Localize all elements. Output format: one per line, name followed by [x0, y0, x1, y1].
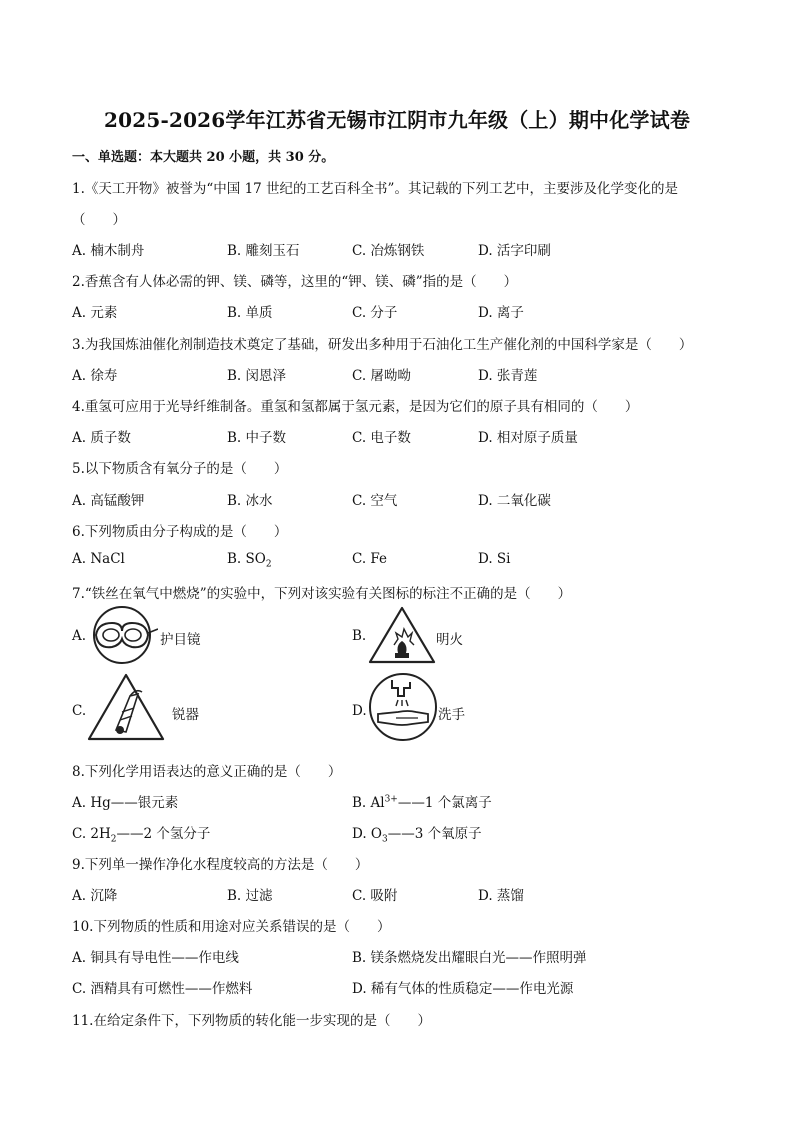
question-3-option-d: D. 张青莲: [478, 368, 538, 384]
question-6-option-b: [227, 551, 272, 570]
question-7-option-b-letter: B.: [352, 628, 367, 644]
question-7-option-b-label: 明火: [436, 632, 463, 648]
question-2-stem: 2.香蕉含有人体必需的钾、镁、磷等，这里的“钾、镁、磷”指的是（ ）: [72, 274, 518, 290]
question-7-option-c-letter: C.: [72, 703, 87, 719]
question-1-option-d: D. 活字印刷: [478, 243, 551, 259]
question-5-option-c: C. 空气: [352, 493, 398, 509]
question-10-option-a: A. 铜具有导电性——作电线: [72, 950, 239, 966]
question-8-stem: 8.下列化学用语表达的意义正确的是（ ）: [72, 764, 342, 780]
question-6-option-a: A. NaCl: [72, 551, 125, 567]
question-1-stem-bracket: （ ）: [72, 212, 126, 228]
question-7-option-d-letter: D.: [352, 703, 367, 719]
hand-washing-icon: [368, 672, 438, 742]
question-9-option-a: A. 沉降: [72, 888, 118, 904]
question-8-option-b-text: B. Al: [352, 795, 385, 811]
question-6-option-d: D. Si: [478, 551, 511, 567]
question-8-option-c: [72, 822, 210, 845]
question-4-option-b: B. 中子数: [227, 430, 287, 446]
question-3-option-c: C. 屠呦呦: [352, 368, 411, 384]
question-8-option-d-text: D. O: [352, 826, 382, 842]
question-1-option-b: B. 雕刻玉石: [227, 243, 300, 259]
question-7-stem: 7.“铁丝在氧气中燃烧”的实验中，下列对该实验有关图标的标注不正确的是（ ）: [72, 586, 572, 602]
question-9-option-d: D. 蒸馏: [478, 888, 524, 904]
question-5-stem: 5.以下物质含有氧分子的是（ ）: [72, 461, 288, 477]
question-7-option-a-letter: A.: [72, 628, 87, 644]
question-6-option-b-text: B. SO: [227, 551, 266, 567]
question-8-option-d: [352, 822, 482, 845]
question-4-option-d: D. 相对原子质量: [478, 430, 578, 446]
sharp-object-icon: [86, 672, 166, 742]
page-title: 2025-2026学年江苏省无锡市江阴市九年级（上）期中化学试卷: [103, 108, 691, 132]
question-2-option-d: D. 离子: [478, 305, 524, 321]
section-heading: 一、单选题：本大题共 20 小题，共 30 分。: [72, 150, 335, 165]
question-7-option-c-label: 锐器: [172, 707, 199, 723]
question-8-option-b: [352, 791, 492, 811]
question-11-stem: 11.在给定条件下，下列物质的转化能一步实现的是（ ）: [72, 1013, 431, 1029]
question-3-stem: 3.为我国炼油催化剂制造技术奠定了基础，研发出多种用于石油化工生产催化剂的中国科学家是（ ）: [72, 337, 693, 353]
question-7-option-d-label: 洗手: [438, 707, 465, 723]
question-3-option-a: A. 徐寿: [72, 368, 118, 384]
question-10-option-c: C. 酒精具有可燃性——作燃料: [72, 981, 253, 997]
question-9-stem: 9.下列单一操作净化水程度较高的方法是（ ）: [72, 857, 369, 873]
question-2-option-c: C. 分子: [352, 305, 398, 321]
question-5-option-a: A. 高锰酸钾: [72, 493, 145, 509]
question-4-stem: 4.重氢可应用于光导纤维制备。重氢和氢都属于氢元素，是因为它们的原子具有相同的（ ）: [72, 399, 639, 415]
question-4-option-c: C. 电子数: [352, 430, 411, 446]
question-8-option-b-superscript: 3+: [384, 794, 398, 805]
question-6-option-b-subscript: 2: [265, 559, 272, 570]
question-8-option-c-text: C. 2H: [72, 826, 111, 842]
question-8-option-d-subscript: 3: [382, 834, 388, 845]
question-4-option-a: A. 质子数: [72, 430, 131, 446]
question-1-option-a: A. 楠木制舟: [72, 243, 145, 259]
question-5-option-d: D. 二氧化碳: [478, 493, 551, 509]
question-8-option-b-meaning: ——1 个氯离子: [397, 795, 492, 811]
question-9-option-c: C. 吸附: [352, 888, 398, 904]
question-6-option-c: C. Fe: [352, 551, 388, 567]
question-10-option-d: D. 稀有气体的性质稳定——作电光源: [352, 981, 574, 997]
question-10-stem: 10.下列物质的性质和用途对应关系错误的是（ ）: [72, 919, 391, 935]
question-7-option-a-label: 护目镜: [160, 632, 201, 648]
question-6-stem: 6.下列物质由分子构成的是（ ）: [72, 524, 288, 540]
question-8-option-c-meaning: ——2 个氢分子: [116, 826, 211, 842]
question-8-option-a: A. Hg——银元素: [72, 795, 179, 811]
question-9-option-b: B. 过滤: [227, 888, 273, 904]
question-1-stem: 1.《天工开物》被誉为“中国 17 世纪的工艺百科全书”。其记载的下列工艺中，主要涉及化学变化的是: [72, 181, 678, 197]
question-1-option-c: C. 冶炼钢铁: [352, 243, 425, 259]
question-8-option-c-subscript: 2: [110, 834, 117, 845]
question-2-option-a: A. 元素: [72, 305, 118, 321]
question-2-option-b: B. 单质: [227, 305, 273, 321]
question-3-option-b: B. 闵恩泽: [227, 368, 287, 384]
goggles-icon: [86, 605, 158, 665]
question-10-option-b: B. 镁条燃烧发出耀眼白光——作照明弹: [352, 950, 587, 966]
question-8-option-d-meaning: ——3 个氧原子: [387, 826, 482, 842]
question-5-option-b: B. 冰水: [227, 493, 273, 509]
open-flame-icon: [368, 605, 436, 665]
